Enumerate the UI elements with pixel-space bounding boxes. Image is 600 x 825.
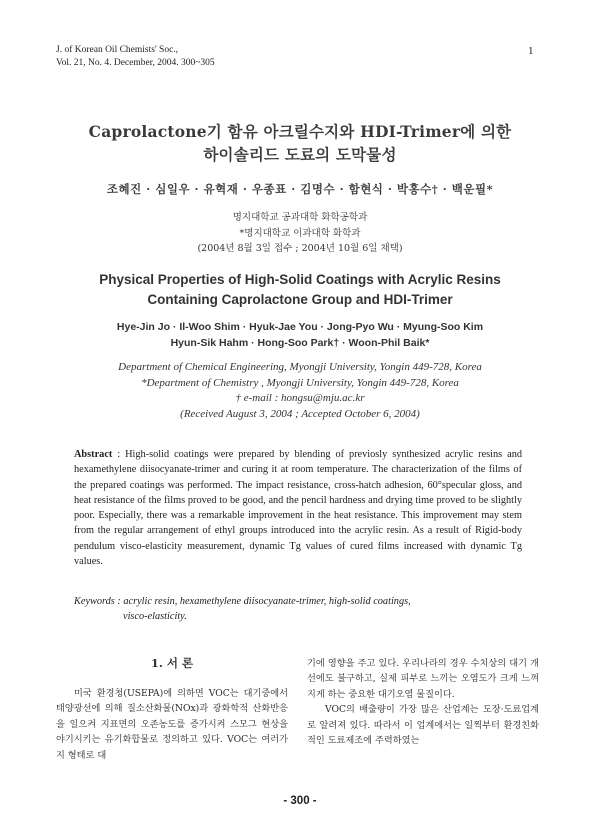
- korean-authors: 조혜진 · 심일우 · 유혁재 · 우종표 · 김명수 · 함현식 · 박홍수† · 백운필*: [106, 182, 494, 196]
- korean-title: [40, 120, 560, 166]
- footer-page-number: - 300 -: [283, 795, 317, 807]
- korean-title-line-2: 하이솔리드 도료의 도막물성: [203, 145, 397, 164]
- korean-affiliation-line-2: *명지대학교 이과대학 화학과: [239, 227, 361, 239]
- email: † e-mail : hongsu@mju.ac.kr: [235, 392, 365, 404]
- received-accepted-ko: (2004년 8월 3일 접수 ; 2004년 10월 6일 채택): [197, 243, 403, 254]
- journal-citation: [56, 44, 215, 70]
- english-title: [40, 270, 560, 310]
- keywords-label: Keywords :: [74, 596, 121, 607]
- journal-volume: Vol. 21, No. 4. December, 2004. 300~305: [56, 58, 215, 68]
- journal-name: J. of Korean Oil Chemists' Soc.,: [56, 45, 179, 55]
- received-accepted-en: (Received August 3, 2004 ; Accepted October 6, 2004): [180, 407, 420, 420]
- keywords-line-1: acrylic resin, hexamethylene diisocyanate-trimer, high-solid coatings,: [120, 596, 411, 607]
- english-authors-line-2: Hyun-Sik Hahm · Hong-Soo Park† · Woon-Phil Baik*: [170, 337, 430, 349]
- english-affiliation-line-2: *Department of Chemistry , Myongji University, Yongin 449-728, Korea: [141, 376, 459, 389]
- section-heading: 1. 서 론: [150, 656, 194, 670]
- keywords: [74, 594, 522, 624]
- english-title-line-2: Containing Caprolactone Group and HDI-Trimer: [147, 292, 453, 307]
- abstract-label: Abstract: [74, 449, 113, 460]
- korean-affiliation: [40, 210, 560, 257]
- english-title-line-1: Physical Properties of High-Solid Coatings with Acrylic Resins: [99, 272, 501, 287]
- korean-title-line-1: Caprolactone기 함유 아크릴수지와 HDI-Trimer에 의한: [88, 122, 512, 141]
- english-affiliation-line-1: Department of Chemical Engineering, Myongji University, Yongin 449-728, Korea: [118, 361, 482, 373]
- body-left-column: [56, 686, 288, 763]
- intro-paragraph-2: VOC의 배출량이 가장 많은 산업계는 도장·도료업계로 알려져 있다. 따라서 이 업계에서는 일찍부터 환경친화적인 도료제조에 주력하였는: [307, 704, 539, 747]
- header-page-number: 1: [528, 45, 534, 57]
- intro-paragraph-1: 미국 환경청(USEPA)에 의하면 VOC는 대기중에서 태양광선에 의해 질소산화물(NOx)과 광화학적 산화반응을 일으켜 지표면의 오존농도를 증가시켜 스모그 현상을 야기시키는 유기화합물로 정의하고 있다. VOC는 여러가지 형태로 대: [56, 688, 288, 761]
- body-right-column: [307, 656, 539, 748]
- keywords-line-2: visco-elasticity.: [123, 611, 187, 622]
- korean-affiliation-line-1: 명지대학교 공과대학 화학공학과: [232, 212, 368, 223]
- english-affiliation: [40, 360, 560, 422]
- english-authors-line-1: Hye-Jin Jo · Il-Woo Shim · Hyuk-Jae You · Jong-Pyo Wu · Myung-Soo Kim: [116, 321, 484, 333]
- english-authors: [40, 319, 560, 351]
- abstract-text: : High-solid coatings were prepared by blending of previosly synthesized acrylic resins and hexamethylene diisocyanate-trimer and curing it at room temperature. The characterization of the films of the prepared coatings was performed. The impact resistance, cross-hatch adhesion, 60°specular gloss, and heat resistance of the films proved to be good, and the pencil hardness and drying time proved to be slightly poor. Especially, there was a remarkable improvement in the heat resistance. This improvement may stem from the regular arrangement of ethyl groups introduced into the acrylic resin. As a result of Rigid-body pendulum visco-elasticity measurement, dynamic Tg values of cured films increased with dynamic Tg values.: [74, 449, 522, 568]
- intro-paragraph-1-cont: 기에 영향을 주고 있다. 우리나라의 경우 수치상의 대기 개선에도 불구하고, 실제 피부로 느끼는 오염도가 크게 느껴지게 하는 중요한 대기오염 물질이다.: [307, 658, 539, 700]
- abstract: [74, 447, 522, 569]
